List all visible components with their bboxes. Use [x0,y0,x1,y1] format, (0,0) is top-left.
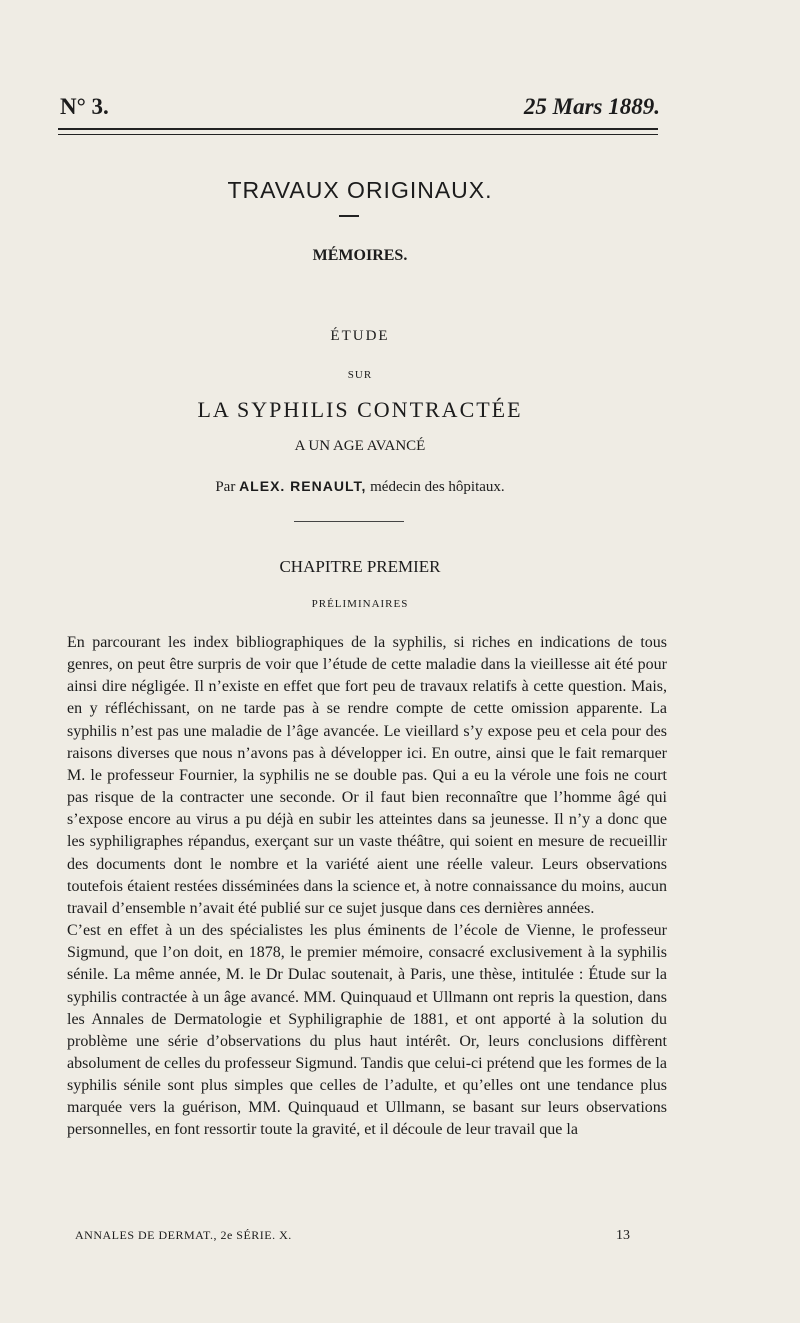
chapter-title: CHAPITRE PREMIER [279,557,441,576]
byline-suffix: médecin des hôpitaux. [370,479,505,495]
issue-header [60,94,660,124]
issue-number: N° 3. [60,94,109,119]
author-name: ALEX. RENAULT, [239,478,367,494]
header-rule [58,128,658,130]
article-subtitle: A UN AGE AVANCÉ [294,438,426,454]
byline-divider [294,521,404,522]
byline [60,478,660,496]
article-sur: SUR [347,369,373,381]
header-rule-thin [58,134,658,135]
journal-reference: ANNALES DE DERMAT., 2e SÉRIE. X. [75,1228,292,1242]
section-title: TRAVAUX ORIGINAUX. [227,177,493,203]
article-body [67,632,667,1142]
chapter-subtitle: PRÉLIMINAIRES [311,598,409,610]
article-title: LA SYPHILIS CONTRACTÉE [197,397,523,422]
page-footer [75,1228,630,1246]
paragraph: En parcourant les index bibliographiques de la syphilis, si riches en indications de tous genres, on peut être surpris de voir que l’étude de cette maladie dans la vieillesse ait été pour ainsi dire négligée. Il n’existe en effet que fort peu de travaux relatifs à cette question. Mais, en y réfléchissant, on ne tarde pas à se rendre compte de cette omission apparente. La syphilis n’est pas une maladie de l’âge avancée. Le vieillard s’y expose peu et cela pour des raisons diverses que nous n’avons pas à développer ici. En outre, ainsi que le fait remarquer M. le professeur Fournier, la syphilis ne se double pas. Qui a eu la vérole une fois ne court pas risque de la contracter une seconde. Or il faut bien reconnaître que l’homme âgé qui s’expose encore au virus a pu déjà en subir les atteintes dans sa jeunesse. Il n’y a donc que les syphiligraphes répandus, exerçant sur un vaste théâtre, qui soient en mesure de recueillir des documents dont le nombre et la variété aient une réelle valeur. Leurs observations toutefois étaient restées disséminées dans la science et, à notre connaissance du moins, aucun travail d’ensemble n’avait été publié sur ce sujet jusque dans ces dernières années. [67,634,667,917]
article-etude: ÉTUDE [330,328,390,344]
paragraph: C’est en effet à un des spécialistes les plus éminents de l’école de Vienne, le professeur Sigmund, que l’on doit, en 1878, le premier mémoire, consacré exclusivement à la syphilis sénile. La même année, M. le Dr Dulac soutenait, à Paris, une thèse, intitulée : Étude sur la syphilis contractée à un âge avancé. MM. Quinquaud et Ullmann ont repris la question, dans les Annales de Dermatologie et Syphiligraphie de 1881, et ont apporté à la solution du problème une série d’observations du plus haut intérêt. Or, leurs conclusions diffèrent absolument de celles du professeur Sigmund. Tandis que celui-ci prétend que les formes de la syphilis sénile sont plus simples que celles de l’adulte, et qu’elles ont une tendance plus marquée vers la guérison, MM. Quinquaud et Ullmann, se basant sur leurs observations personnelles, en font ressortir toute la gravité, et il découle de leur travail que la [67,922,667,1139]
byline-prefix: Par [215,479,236,495]
subsection-title: MÉMOIRES. [312,247,408,264]
page-number: 13 [616,1228,630,1243]
section-divider [339,215,359,217]
issue-date: 25 Mars 1889. [523,94,660,119]
